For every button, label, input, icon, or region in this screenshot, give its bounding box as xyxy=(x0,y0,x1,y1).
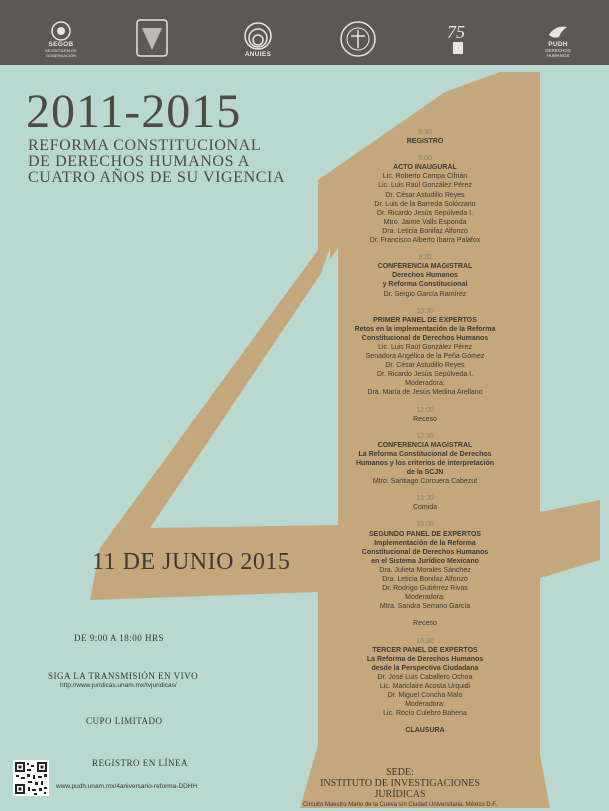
years-heading: 2011-2015 xyxy=(26,85,242,138)
segob-sublabel: SECRETARÍA DE GOBERNACIÓN xyxy=(45,48,77,58)
program-time: 12:30 xyxy=(416,432,434,440)
program-time: 9:00 xyxy=(418,155,432,163)
unam-shield-icon xyxy=(134,18,170,58)
program-time: 8:30 xyxy=(418,129,432,136)
program-line: Dra. María de Jesús Medina Arellano xyxy=(367,389,483,397)
sede-address: Circuito Maestro Mario de la Cueva s/n Ciudad Universitaria. México D.F. xyxy=(302,802,498,808)
program-subtitle: La Reforma de Derechos Humanos xyxy=(366,655,484,663)
sede-label: SEDE: xyxy=(386,767,414,778)
program-subtitle: Derechos Humanos xyxy=(392,272,458,280)
pudh-logo xyxy=(540,10,576,58)
program-time: 16:30 xyxy=(416,637,434,645)
program-item xyxy=(350,611,500,628)
anuies-rings-icon xyxy=(243,21,273,51)
scjn-logo xyxy=(338,10,378,58)
program-title: CONFERENCIA MAGISTRAL xyxy=(377,441,473,449)
program-title: ACTO INAUGURAL xyxy=(393,164,457,172)
header-bar xyxy=(0,0,609,65)
sede-block xyxy=(300,767,500,811)
stream-link[interactable]: http://www.juridicas.unam.mx/tvjuridicas/ xyxy=(60,682,177,689)
unam-logo xyxy=(132,10,172,58)
registro-link[interactable]: www.pudh.unam.mx/4aniversario-reforma-DDHH xyxy=(56,783,198,790)
program-line: Dr. Rodrigo Gutiérrez Rivas xyxy=(382,585,468,593)
program-line: Lic. Rocío Culebro Bahena xyxy=(383,710,467,718)
eagle-seal-icon xyxy=(51,21,71,41)
program-item xyxy=(350,486,500,512)
program-line: Dr. Francisco Alberto Ibarra Palafox xyxy=(369,237,481,245)
program-subtitle: de la SCJN xyxy=(406,469,444,477)
program-subtitle: Constitucional de Derechos Humanos xyxy=(361,548,489,556)
program-line: Mtra. Sandra Serrano García xyxy=(379,603,471,611)
program-line: Dr. Sergio García Ramírez xyxy=(383,290,467,298)
program-line: Dr. César Astudillo Reyes xyxy=(385,362,465,370)
sede-name: INSTITUTO DE INVESTIGACIONES JURÍDICAS xyxy=(320,778,480,800)
program-time: 15:00 xyxy=(416,521,434,529)
program-line: Dra. Julieta Morales Sánchez xyxy=(379,566,471,574)
cupo-limitado: CUPO LIMITADO xyxy=(86,716,163,726)
program-line: Dr. Ricardo Jesús Sepúlveda I. xyxy=(376,371,474,379)
program-subtitle: y Reforma Constitucional xyxy=(382,281,468,289)
program-item xyxy=(350,512,500,611)
program-line: Mtro. Santiago Corcuera Cabezut xyxy=(372,478,478,486)
program-time: 13:30 xyxy=(416,495,434,503)
program-subtitle: en el Sistema Jurídico Mexicano xyxy=(371,557,479,565)
event-date: 11 DE JUNIO 2015 xyxy=(92,549,291,575)
pudh-sublabel: DERECHOS HUMANOS xyxy=(545,48,571,58)
program-line: Dr. Ricardo Jesús Sepúlveda I. xyxy=(376,209,474,217)
program-subtitle: Implementación de la Reforma xyxy=(374,539,476,547)
anuies-label: ANUIES xyxy=(244,51,272,58)
registro-label: REGISTRO EN LÍNEA xyxy=(92,758,188,768)
iij-75-icon xyxy=(445,18,475,58)
program-subtitle: Constitucional de Derechos Humanos xyxy=(361,334,489,342)
program-line: Mtro. Jaime Valls Esponda xyxy=(383,218,467,226)
program-line: Dr. José Luis Caballero Ochoa xyxy=(377,673,473,681)
program-line: Dra. Leticia Bonifaz Alfonzo xyxy=(382,576,468,584)
program-item xyxy=(350,299,500,398)
program-subtitle: La Reforma Constitucional de Derechos xyxy=(358,450,492,458)
title-line: DE DERECHOS HUMANOS A xyxy=(28,153,250,170)
program-time: 12:00 xyxy=(416,406,434,414)
program-title: PRIMER PANEL DE EXPERTOS xyxy=(373,316,477,324)
program-time: 9:30 xyxy=(418,254,432,262)
program-item xyxy=(350,424,500,487)
event-title xyxy=(28,138,285,186)
event-hours: DE 9:00 A 18:00 HRS xyxy=(74,633,165,643)
program-line: Receso xyxy=(413,620,437,628)
segob-label: SEGOB xyxy=(48,41,74,48)
title-line: REFORMA CONSTITUCIONAL xyxy=(28,137,262,154)
stream-label: SIGA LA TRANSMISIÓN EN VIVO xyxy=(48,671,199,681)
pudh-label: PUDH xyxy=(548,41,568,48)
program-subtitle: Humanos y los criterios de interpretación xyxy=(355,460,495,467)
program-subtitle: Retos en la implementación de la Reforma xyxy=(354,325,496,333)
program-item xyxy=(350,146,500,245)
program-line: Dr. Luis de la Barreda Solórzano xyxy=(374,200,476,208)
program-line: Lic. Luis Raúl González Pérez xyxy=(378,343,472,351)
program-line: Dra. Leticia Bonifaz Alfonzo xyxy=(382,227,468,235)
program-line: Lic. Roberto Campa Cifrián xyxy=(382,173,468,181)
program-line: Lic. Luis Raúl González Pérez xyxy=(378,182,472,190)
program-line: Moderadora: xyxy=(405,701,445,709)
program-item xyxy=(350,398,500,424)
program-subtitle: desde la Perspectiva Ciudadana xyxy=(371,664,479,672)
program-item xyxy=(350,128,500,146)
program-title: SEGUNDO PANEL DE EXPERTOS xyxy=(368,530,482,538)
program-title: CONFERENCIA MAGISTRAL xyxy=(377,263,473,271)
program-item xyxy=(350,629,500,719)
scjn-seal-icon xyxy=(339,20,377,58)
program-line: Lic. Mariclaire Acosta Urquidi xyxy=(379,682,471,690)
program-item xyxy=(350,245,500,298)
program-title: TERCER PANEL DE EXPERTOS xyxy=(372,646,478,654)
program-line: Dr. Miguel Concha Malo xyxy=(387,692,463,700)
segob-logo xyxy=(38,10,84,58)
program-line: Moderadora: xyxy=(405,380,445,388)
dove-icon xyxy=(547,23,569,41)
svg-text:75: 75 xyxy=(447,22,465,42)
program-line: Moderadora: xyxy=(405,594,445,602)
program-title: CLAUSURA xyxy=(405,727,445,735)
program-schedule xyxy=(350,128,500,735)
anuies-logo xyxy=(238,10,278,58)
program-line: Dr. César Astudillo Reyes xyxy=(385,191,465,199)
iij-75-logo xyxy=(442,10,478,58)
program-item xyxy=(350,718,500,735)
program-line: Comida xyxy=(412,504,438,512)
program-line: Receso xyxy=(413,415,437,423)
program-title: REGISTRO xyxy=(406,138,444,146)
title-line: CUATRO AÑOS DE SU VIGENCIA xyxy=(28,169,286,186)
qr-code-icon[interactable] xyxy=(13,760,49,796)
program-time: 10:30 xyxy=(416,307,434,315)
program-line: Senadora Angélica de la Peña Gómez xyxy=(365,353,485,361)
